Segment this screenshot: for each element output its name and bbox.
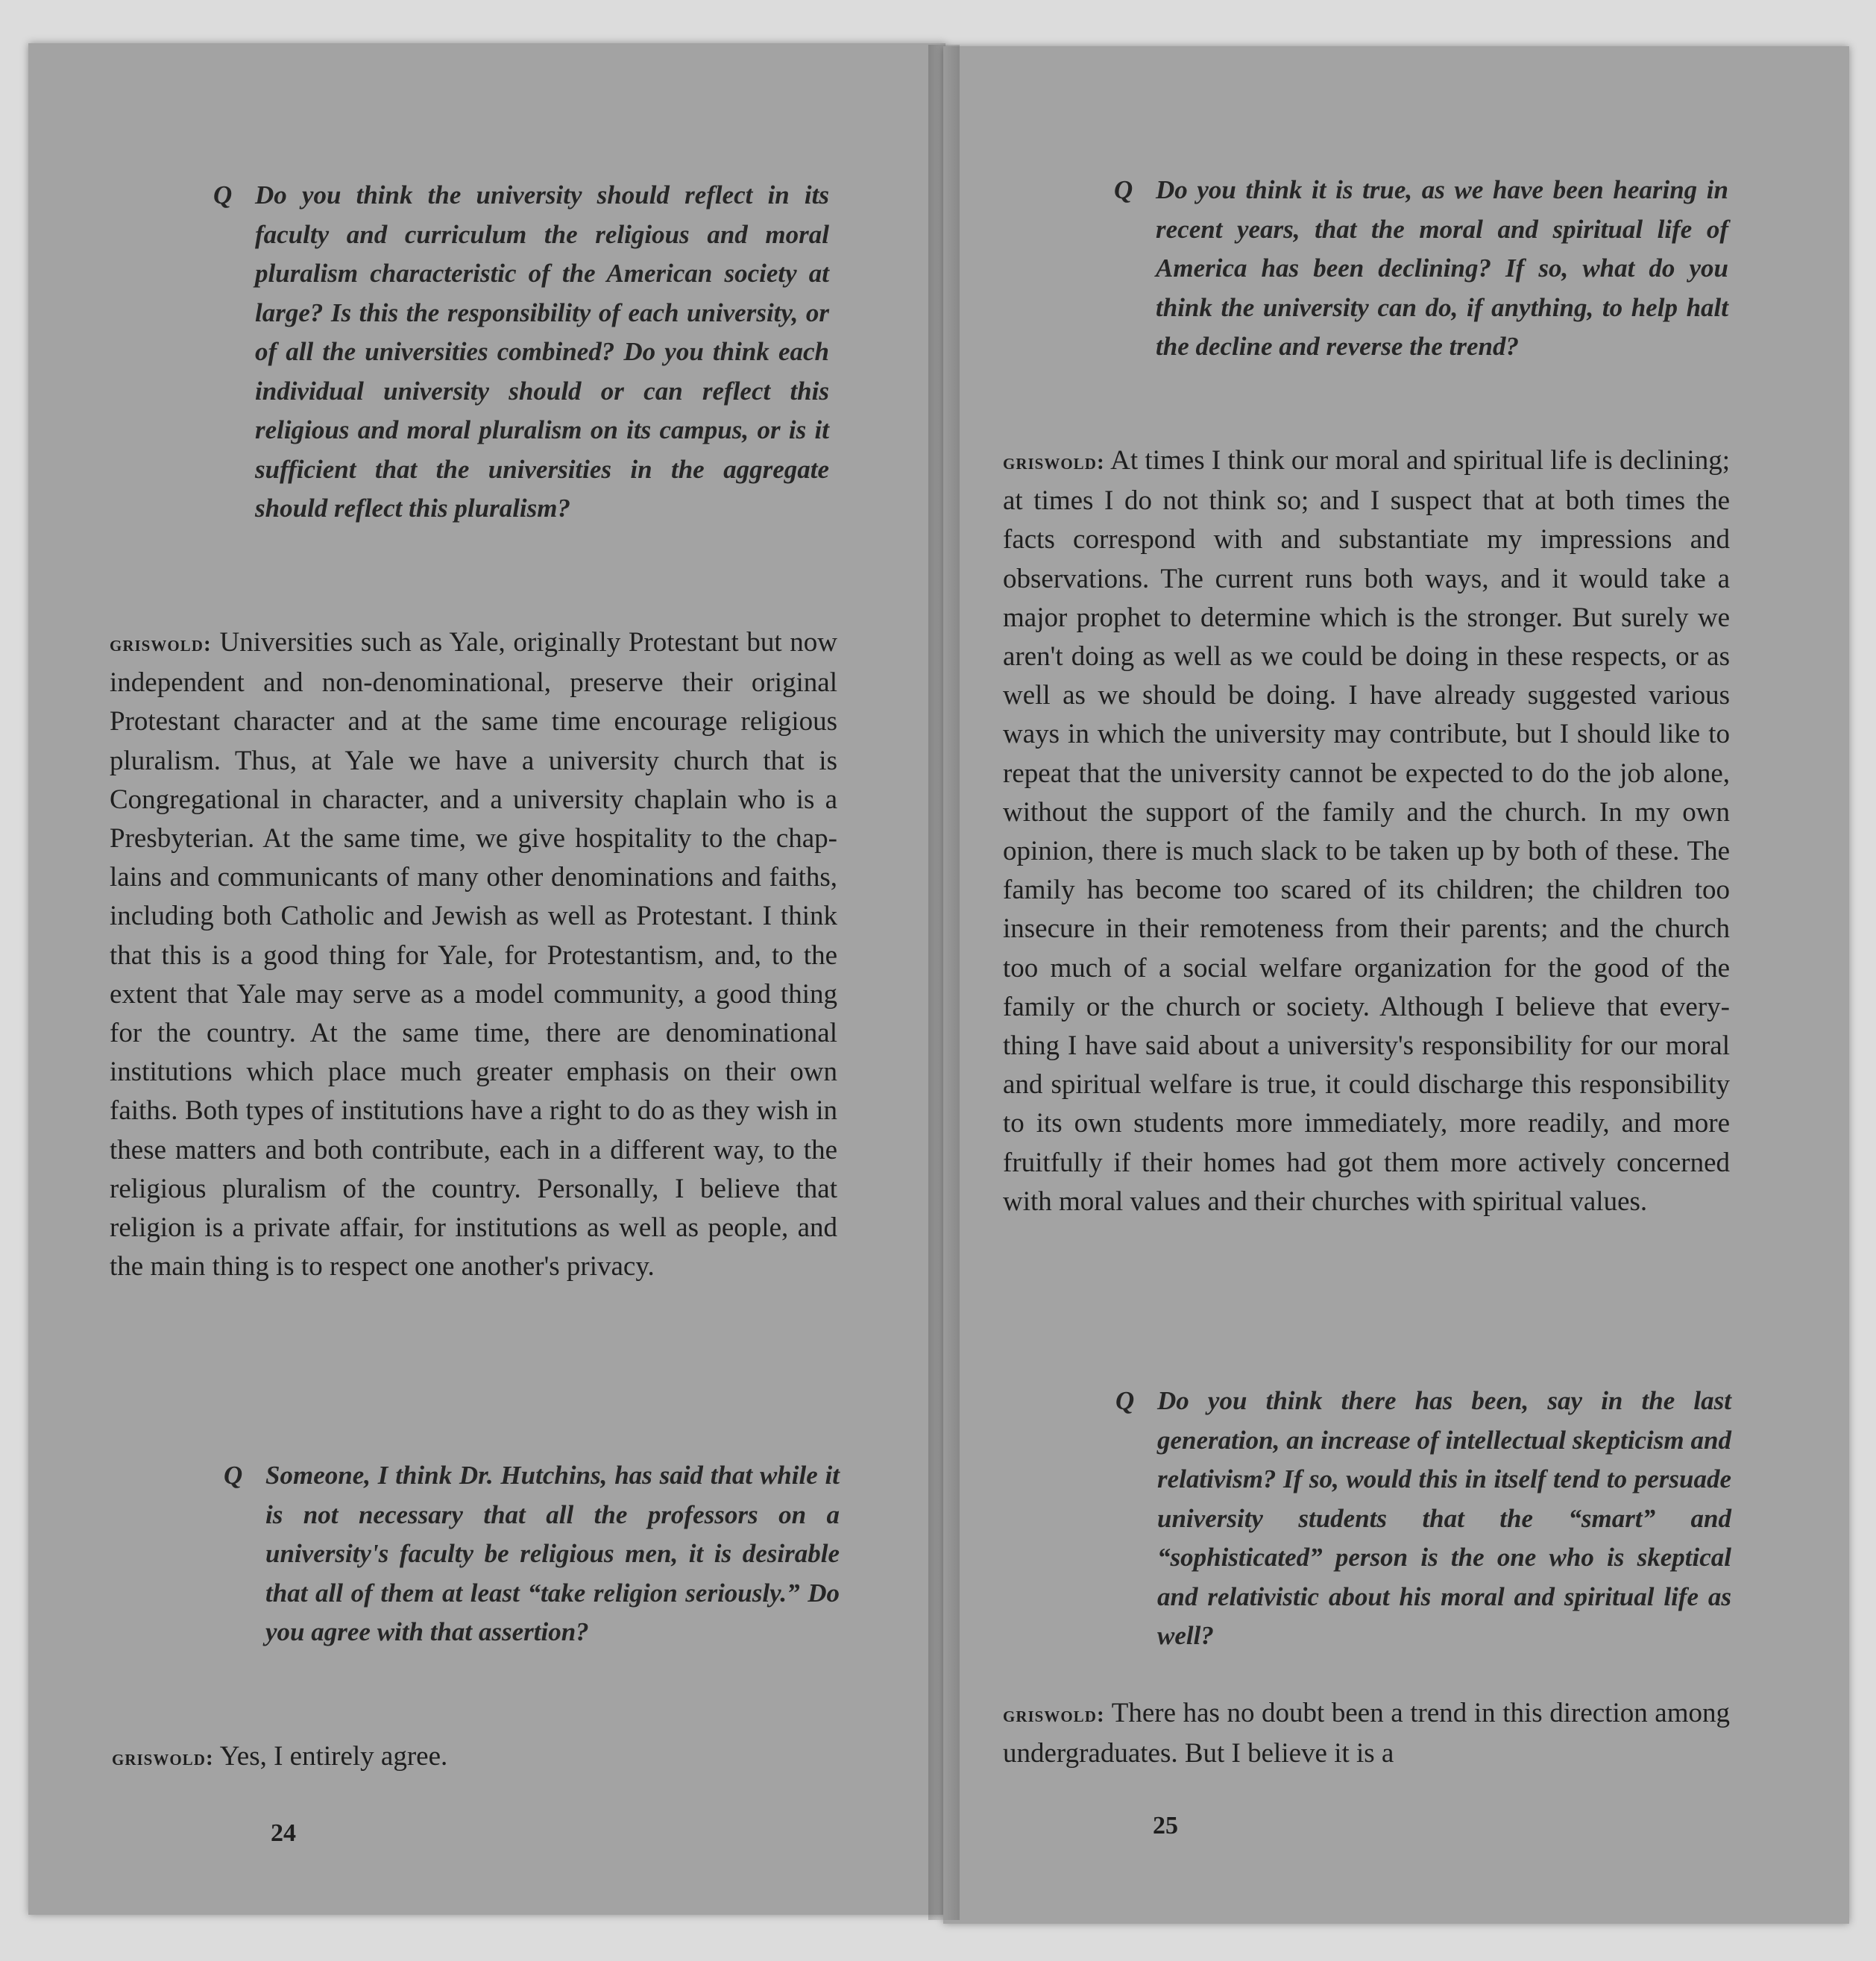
page-number-left: 24 <box>271 1819 296 1847</box>
speaker-label: griswold: <box>1003 450 1105 474</box>
answer-text: Yes, I entirely agree. <box>219 1741 448 1772</box>
question-2 <box>224 1456 840 1652</box>
question-3 <box>1114 171 1728 367</box>
answer-text: At times I think our moral and spiritual life is declining; at times I do not think so; and I suspect that at both times the facts correspond with and substantiate my impressions and observations. The current runs both ways, and it would take a major prophet to determine which is the stronger. But surely we aren't doing as well as we could be doing in these respects, or as well as we should be doing. I have already suggested various ways in which the university may contribute, but I should like to repeat that the university cannot be expected to do the job alone, without the support of the family and the church. In my own opinion, there is much slack to be taken up by both of these. The family has become too scared of its children; the children too insecure in their remoteness from their parents; and the church too much of a social welfare organization for the good of the family or the church or society. Although I believe that everything I have said about a university's responsibility for our moral and spiritual welfare is true, it could discharge this responsibility to its own students more immediately, more readily, and more fruitfully if their homes had got them more actively concerned with moral values and their churches with spiritual values. <box>1003 445 1730 1217</box>
question-marker: Q <box>213 180 233 210</box>
question-marker: Q <box>224 1461 243 1490</box>
question-text: Someone, I think Dr. Hutchins, has said that while it is not necessary that all the professors on a university's faculty be religious men, it is desirable that all of them at least “take religion seriously.” Do you agree with that assertion? <box>265 1461 840 1646</box>
answer-1 <box>110 623 837 1286</box>
answer-text: There has no doubt been a trend in this direction among undergraduates. But I believe it is a <box>1003 1698 1730 1769</box>
answer-3 <box>1003 441 1730 1221</box>
question-4 <box>1115 1382 1731 1656</box>
question-marker: Q <box>1115 1386 1135 1415</box>
answer-2 <box>112 1737 840 1778</box>
book-gutter <box>928 45 960 1920</box>
page-number-right: 25 <box>1153 1812 1178 1839</box>
speaker-label: griswold: <box>112 1746 214 1770</box>
question-text: Do you think there has been, say in the last generation, an increase of intellectual skepticism and relativism? If so, would this in itself tend to persuade university students that the “smart” and “sophisticated” person is the one who is skeptical and relativistic about his moral and spiritual life as well? <box>1157 1386 1731 1650</box>
speaker-label: griswold: <box>1003 1702 1105 1727</box>
question-1 <box>213 176 829 529</box>
answer-4 <box>1003 1694 1730 1773</box>
speaker-label: griswold: <box>110 632 212 656</box>
question-marker: Q <box>1114 175 1133 204</box>
answer-text: Universities such as Yale, originally Protestant but now independent and non-denominational, preserve their original Protestant character and at the same time encourage religious pluralism. Thus, at Yale we have a university church that is Congregational in character, and a university chaplain who is a Presbyterian. At the same time, we give hospitality to the chaplains and communicants of many other denominations and faiths, including both Catholic and Jewish as well as Protestant. I think that this is a good thing for Yale, for Protestantism, and, to the extent that Yale may serve as a model community, a good thing for the country. At the same time, there are denominational institutions which place much greater emphasis on their own faiths. Both types of institutions have a right to do as they wish in these matters and both contribute, each in a different way, to the religious pluralism of the country. Personally, I believe that religion is a private affair, for institutions as well as people, and the main thing is to respect one another's privacy. <box>110 627 838 1282</box>
question-text: Do you think it is true, as we have been hearing in recent years, that the moral and spiritual life of America has been declining? If so, what do you think the university can do, if anything, to help halt the decline and reverse the trend? <box>1156 175 1728 361</box>
question-text: Do you think the university should reflect in its faculty and curriculum the religious and moral pluralism characteristic of the American society at large? Is this the responsibility of each university, or of all the universities combined? Do you think each individual university should or can reflect this religious and moral pluralism on its campus, or is it sufficient that the universities in the aggregate should reflect this pluralism? <box>255 180 829 523</box>
